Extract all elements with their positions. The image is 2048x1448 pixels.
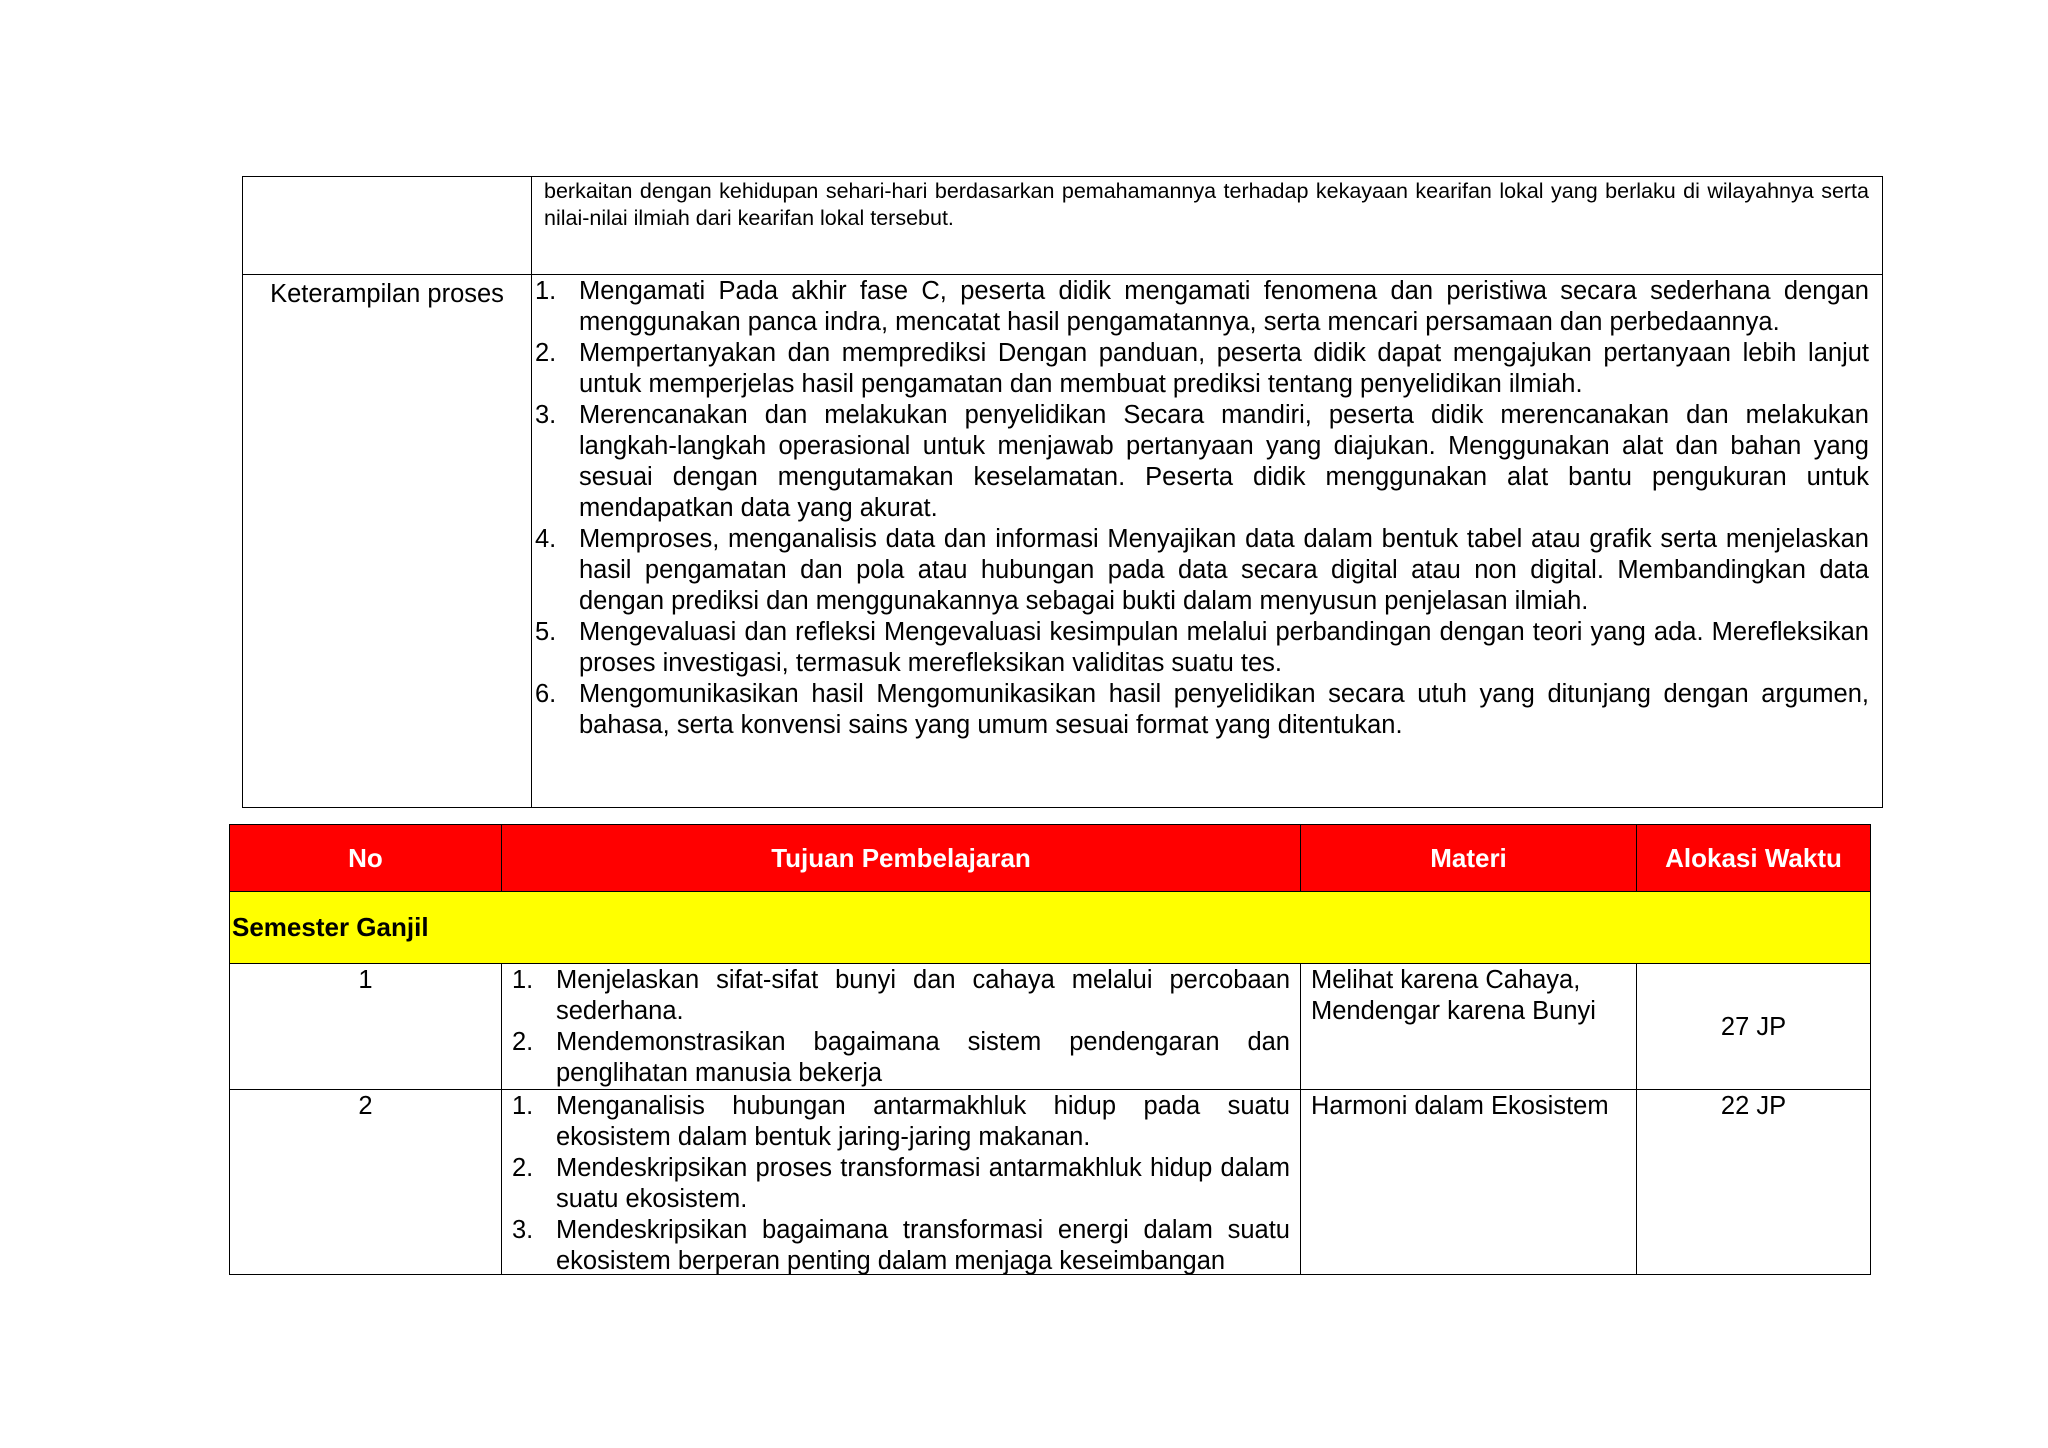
item-number: 3. [512, 1216, 534, 1244]
item-number: 2. [512, 1154, 534, 1182]
table-row [243, 177, 1883, 275]
learning-goals-list [512, 965, 1290, 1089]
list-item [535, 617, 1869, 679]
list-item [535, 524, 1869, 617]
competency-table [242, 176, 1883, 808]
header-no: No [230, 825, 502, 892]
table-header-row [230, 825, 1871, 892]
header-alokasi-waktu: Alokasi Waktu [1637, 825, 1871, 892]
item-number: 1. [535, 277, 557, 305]
item-number: 5. [535, 618, 557, 646]
alokasi-waktu-cell: 27 JP [1637, 964, 1871, 1090]
process-skills-cell [532, 275, 1883, 808]
item-text: Mengamati Pada akhir fase C, peserta didik mengamati fenomena dan peristiwa secara sederhana dengan menggunakan panca indra, mencatat hasil pengamatannya, serta mencari persamaan dan perbedaannya. [579, 277, 1869, 336]
materi-cell: Harmoni dalam Ekosistem [1301, 1090, 1637, 1275]
list-item [535, 276, 1869, 338]
item-text: Mengomunikasikan hasil Mengomunikasikan hasil penyelidikan secara utuh yang ditunjang dengan argumen, bahasa, serta konvensi sains yang umum sesuai format yang ditentukan. [579, 680, 1869, 739]
alokasi-waktu-cell: 22 JP [1637, 1090, 1871, 1275]
row-label-keterampilan-proses: Keterampilan proses [243, 275, 532, 808]
item-text: Mendeskripsikan bagaimana transformasi energi dalam suatu ekosistem berperan penting dalam menjaga keseimbangan [556, 1216, 1290, 1274]
item-text: Mempertanyakan dan memprediksi Dengan panduan, peserta didik dapat mengajukan pertanyaan lebih lanjut untuk memperjelas hasil pengamatan dan membuat prediksi tentang penyelidikan ilmiah. [579, 339, 1869, 398]
list-item [512, 1027, 1290, 1089]
item-number: 4. [535, 525, 557, 553]
row-text: berkaitan dengan kehidupan sehari-hari berdasarkan pemahamannya terhadap kekayaan kearifan lokal yang berlaku di wilayahnya serta nilai-nilai ilmiah dari kearifan lokal tersebut. [532, 177, 1883, 275]
materi-cell: Melihat karena Cahaya, Mendengar karena Bunyi [1301, 964, 1637, 1090]
list-item [535, 338, 1869, 400]
list-item [512, 1215, 1290, 1274]
item-text: Mendeskripsikan proses transformasi antarmakhluk hidup dalam suatu ekosistem. [556, 1154, 1290, 1213]
item-number: 6. [535, 680, 557, 708]
row-label [243, 177, 532, 275]
learning-goals-list [512, 1091, 1290, 1274]
item-number: 3. [535, 401, 557, 429]
table-row [230, 1090, 1871, 1275]
row-number: 2 [230, 1090, 502, 1275]
item-number: 1. [512, 966, 534, 994]
learning-goals-cell [502, 964, 1301, 1090]
list-item [535, 679, 1869, 741]
learning-objectives-table [229, 824, 1871, 1275]
item-text: Merencanakan dan melakukan penyelidikan Secara mandiri, peserta didik merencanakan dan melakukan langkah-langkah operasional untuk menjawab pertanyaan yang diajukan. Menggunakan alat dan bahan yang sesuai dengan mengutamakan keselamatan. Peserta didik menggunakan alat bantu pengukuran untuk mendapatkan data yang akurat. [579, 401, 1869, 522]
item-number: 1. [512, 1092, 534, 1120]
semester-row [230, 892, 1871, 964]
item-text: Menganalisis hubungan antarmakhluk hidup pada suatu ekosistem dalam bentuk jaring-jaring makanan. [556, 1092, 1290, 1151]
semester-label: Semester Ganjil [230, 892, 1871, 964]
item-text: Mengevaluasi dan refleksi Mengevaluasi kesimpulan melalui perbandingan dengan teori yang ada. Merefleksikan proses investigasi, termasuk merefleksikan validitas suatu tes. [579, 618, 1869, 677]
list-item [512, 1091, 1290, 1153]
learning-goals-cell [502, 1090, 1301, 1275]
item-text: Menjelaskan sifat-sifat bunyi dan cahaya melalui percobaan sederhana. [556, 966, 1290, 1025]
header-materi: Materi [1301, 825, 1637, 892]
item-number: 2. [512, 1028, 534, 1056]
table-row [230, 964, 1871, 1090]
list-item [512, 1153, 1290, 1215]
item-text: Memproses, menganalisis data dan informasi Menyajikan data dalam bentuk tabel atau grafik serta menjelaskan hasil pengamatan dan pola atau hubungan pada data secara digital atau non digital. Membandingkan data dengan prediksi dan menggunakannya sebagai bukti dalam menyusun penjelasan ilmiah. [579, 525, 1869, 615]
item-number: 2. [535, 339, 557, 367]
list-item [535, 400, 1869, 524]
table-row [243, 275, 1883, 808]
item-text: Mendemonstrasikan bagaimana sistem pendengaran dan penglihatan manusia bekerja [556, 1028, 1290, 1087]
row-number: 1 [230, 964, 502, 1090]
process-skills-list [535, 276, 1869, 741]
list-item [512, 965, 1290, 1027]
header-tujuan-pembelajaran: Tujuan Pembelajaran [502, 825, 1301, 892]
